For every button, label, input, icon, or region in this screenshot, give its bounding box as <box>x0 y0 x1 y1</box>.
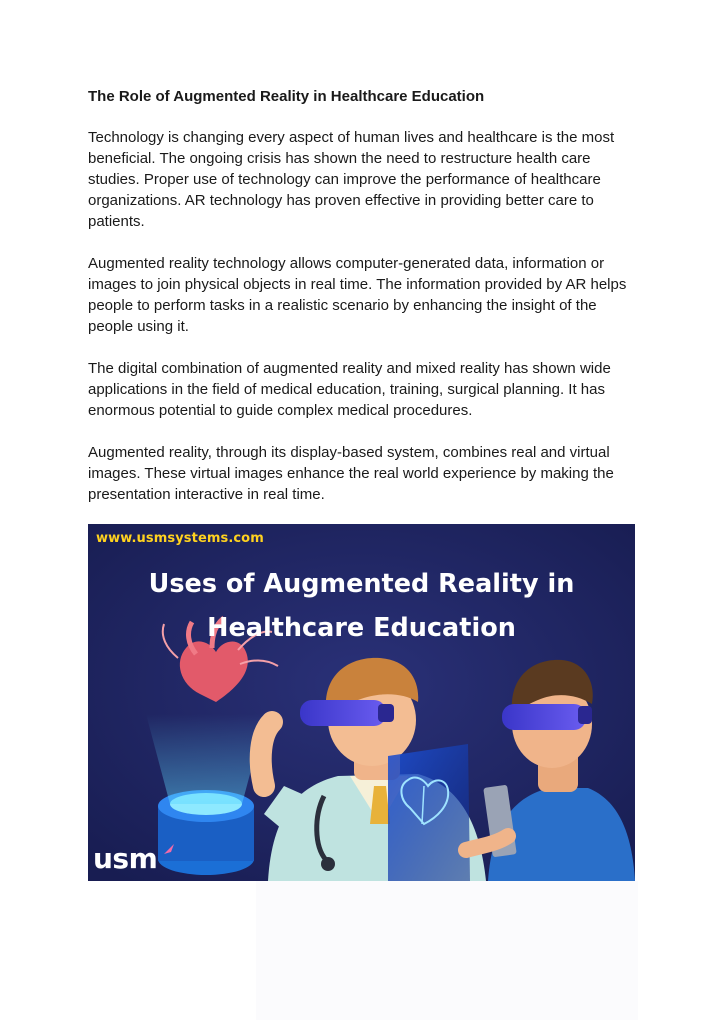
usm-logo-text: usm <box>93 842 158 875</box>
usm-logo-arrow-icon <box>162 842 176 856</box>
paragraph-3: The digital combination of augmented reality and mixed reality has shown wide applications in the field of medical education, training, surgical planning. It has enormous potential to guide complex medical procedures. <box>88 360 611 419</box>
banner-website-url: www.usmsystems.com <box>96 531 264 546</box>
paragraph-4: Augmented reality, through its display-based system, combines real and virtual images. These virtual images enhance the real world experience by making the presentation interactive in real time. <box>88 444 614 503</box>
document-body <box>88 86 644 526</box>
document-title: The Role of Augmented Reality in Healthcare Education <box>88 88 485 105</box>
paragraph-2: Augmented reality technology allows computer-generated data, information or images to join physical objects in real time. The information provided by AR helps people to perform tasks in a realistic scenario by enhancing the insight of the people using it. <box>88 255 627 335</box>
page-bottom-area <box>256 881 638 1020</box>
ar-healthcare-banner-image <box>88 524 635 881</box>
banner-headline <box>88 562 635 650</box>
ar-display-panel <box>388 744 470 881</box>
banner-headline-line-2: Healthcare Education <box>207 613 516 643</box>
paragraph-1: Technology is changing every aspect of human lives and healthcare is the most beneficial. The ongoing crisis has shown the need to restructure health care studies. Proper use of technology can improve the performance of healthcare organizations. AR technology has proven effective in providing better care to patients. <box>88 129 615 230</box>
banner-headline-line-1: Uses of Augmented Reality in <box>148 569 575 599</box>
